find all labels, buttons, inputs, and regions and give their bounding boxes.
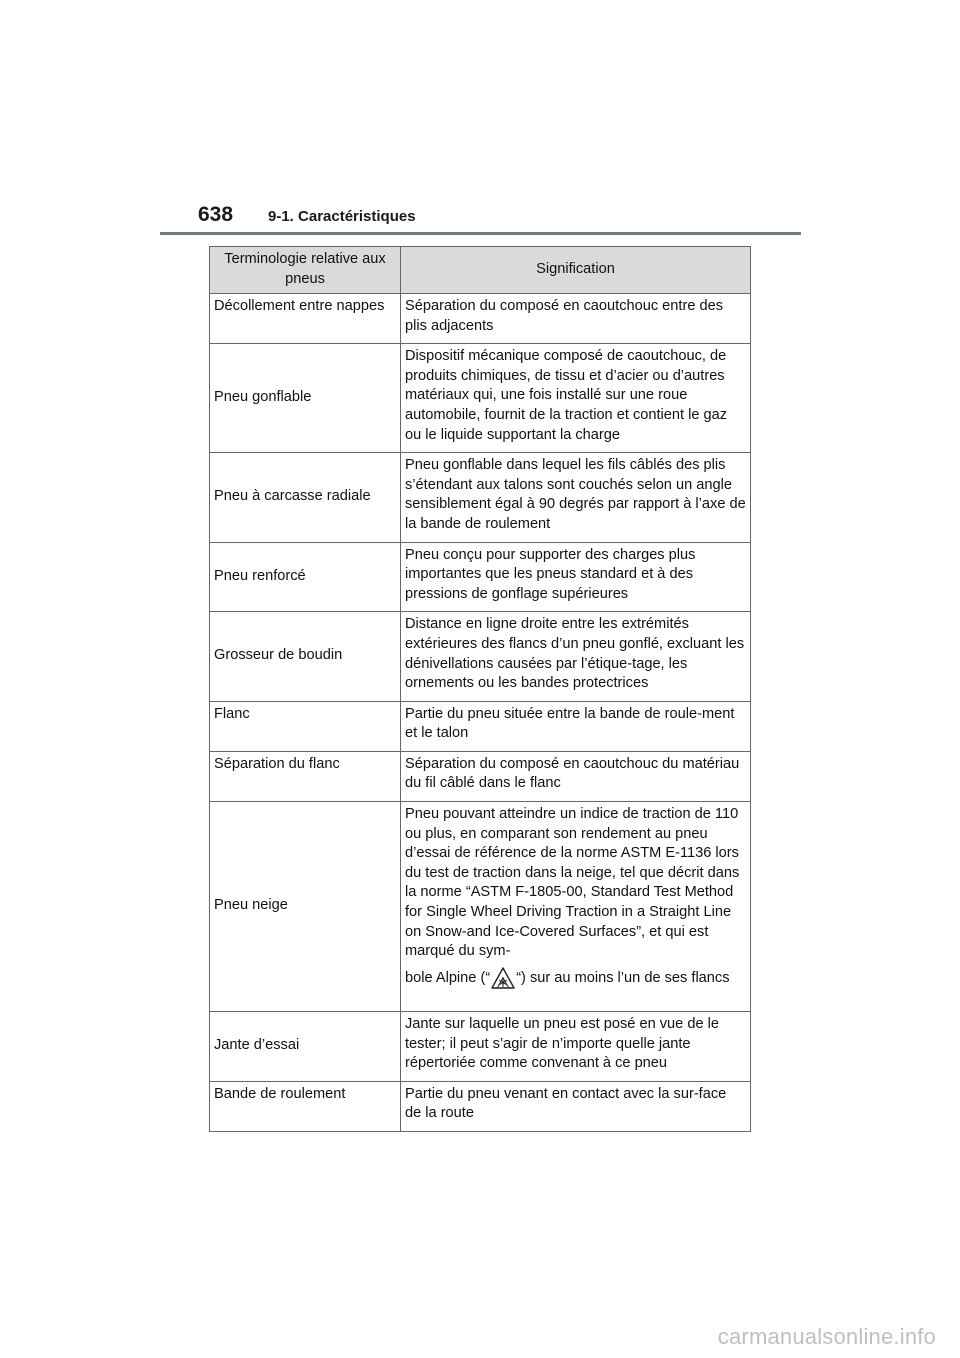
meaning-text-part1: Pneu pouvant atteindre un indice de traction de 110 ou plus, en comparant son rendement au pneu d’essai de référence de la norme ASTM E-1136 lors du test de traction dans la neige, tel que décrit dans la norme “ASTM F-1805-00, Standard Test Method for Single Wheel Driving Traction in a Straight Line on Snow-and Ice-Covered Surfaces”, et qui est marqué du sym- bbox=[405, 806, 740, 960]
meaning-text-part3: “) sur au moins l’un de ses flancs bbox=[516, 969, 730, 986]
table-row bbox=[210, 294, 751, 344]
term-cell: Pneu neige bbox=[210, 802, 401, 1012]
meaning-cell: Partie du pneu venant en contact avec la sur-face de la route bbox=[401, 1081, 751, 1131]
term-cell: Pneu renforcé bbox=[210, 542, 401, 612]
term-cell: Décollement entre nappes bbox=[210, 294, 401, 344]
table-row bbox=[210, 701, 751, 751]
meaning-cell bbox=[401, 802, 751, 1012]
column-header-term: Terminologie relative aux pneus bbox=[210, 247, 401, 294]
table-row bbox=[210, 344, 751, 453]
meaning-text-part2: bole Alpine (“ bbox=[405, 969, 491, 986]
table-row bbox=[210, 612, 751, 701]
table-row bbox=[210, 453, 751, 542]
header-divider bbox=[160, 232, 801, 235]
meaning-cell: Séparation du composé en caoutchouc du matériau du fil câblé dans le flanc bbox=[401, 751, 751, 801]
mountain-snowflake-icon bbox=[491, 966, 515, 990]
meaning-cell: Jante sur laquelle un pneu est posé en vue de le tester; il peut s’agir de n’importe quelle jante répertoriée comme convenant à ce pneu bbox=[401, 1012, 751, 1082]
term-cell: Pneu à carcasse radiale bbox=[210, 453, 401, 542]
term-cell: Grosseur de boudin bbox=[210, 612, 401, 701]
table-row bbox=[210, 1012, 751, 1082]
table-row bbox=[210, 802, 751, 1012]
meaning-cell: Dispositif mécanique composé de caoutchouc, de produits chimiques, de tissu et d’acier ou d’autres matériaux qui, une fois installé sur une roue automobile, fournit de la traction et contient le gaz ou le liquide supportant la charge bbox=[401, 344, 751, 453]
meaning-cell: Séparation du composé en caoutchouc entre des plis adjacents bbox=[401, 294, 751, 344]
table-row bbox=[210, 751, 751, 801]
term-cell: Bande de roulement bbox=[210, 1081, 401, 1131]
meaning-cell: Distance en ligne droite entre les extrémités extérieures des flancs d’un pneu gonflé, excluant les dénivellations causées par l’étique-tage, les ornements ou les bandes protectrices bbox=[401, 612, 751, 701]
meaning-cell: Pneu gonflable dans lequel les fils câblés des plis s’étendant aux talons sont couchés selon un angle sensiblement égal à 90 degrés par rapport à l’axe de la bande de roulement bbox=[401, 453, 751, 542]
meaning-cell: Pneu conçu pour supporter des charges plus importantes que les pneus standard et à des pressions de gonflage supérieures bbox=[401, 542, 751, 612]
term-cell: Flanc bbox=[210, 701, 401, 751]
watermark: carmanualsonline.info bbox=[717, 1324, 936, 1349]
table-row bbox=[210, 542, 751, 612]
page-number: 638 bbox=[198, 203, 234, 226]
section-title: 9-1. Caractéristiques bbox=[268, 208, 416, 225]
term-cell: Pneu gonflable bbox=[210, 344, 401, 453]
column-header-meaning: Signification bbox=[401, 247, 751, 294]
table-header-row bbox=[210, 247, 751, 294]
term-cell: Jante d’essai bbox=[210, 1012, 401, 1082]
meaning-cell: Partie du pneu située entre la bande de roule-ment et le talon bbox=[401, 701, 751, 751]
page-header bbox=[198, 203, 416, 227]
tire-terminology-table bbox=[209, 246, 751, 1132]
term-cell: Séparation du flanc bbox=[210, 751, 401, 801]
table-row bbox=[210, 1081, 751, 1131]
